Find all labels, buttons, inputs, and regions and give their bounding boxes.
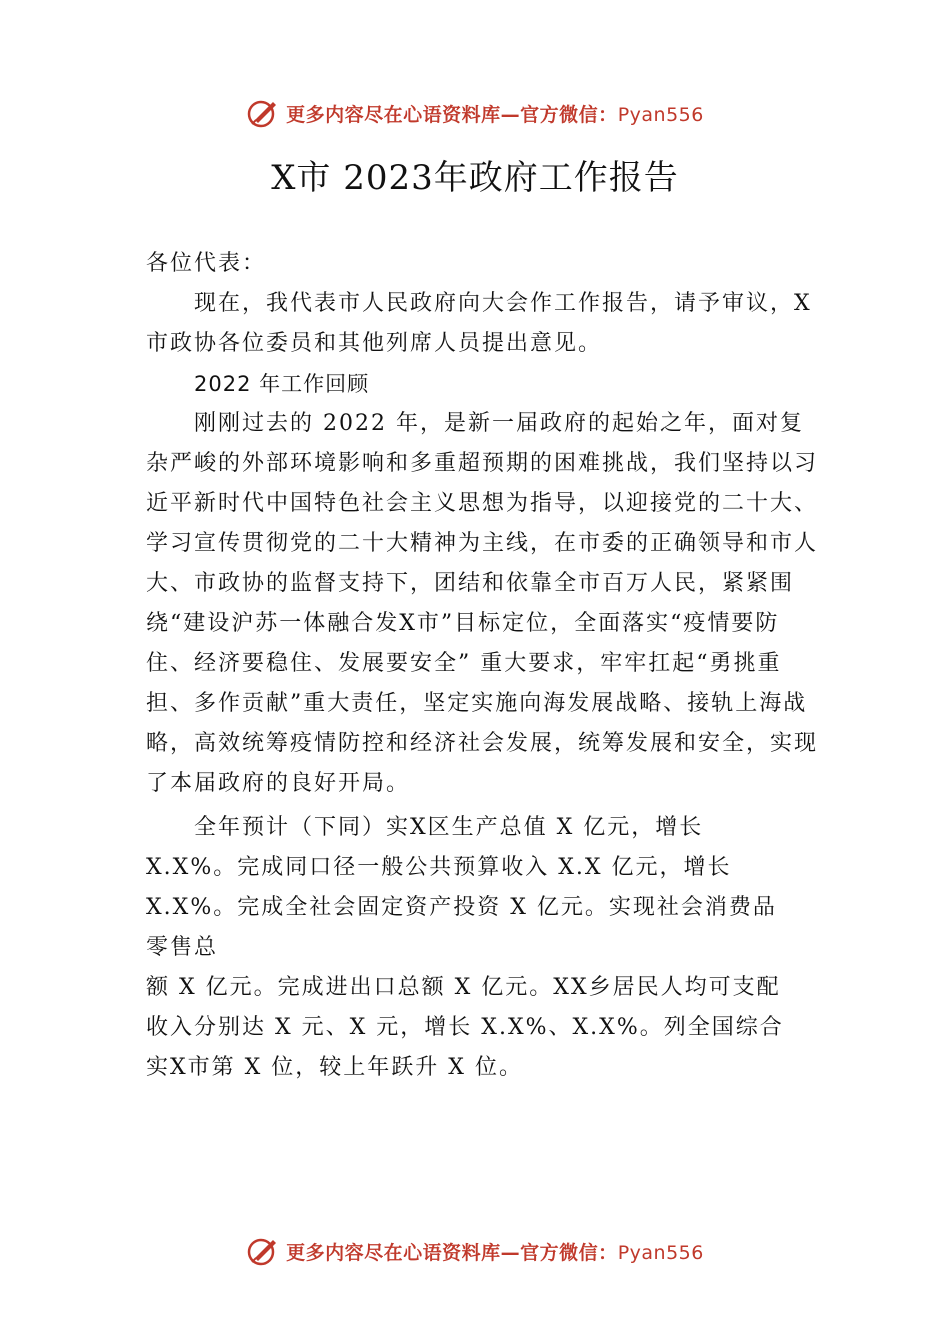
footer-watermark xyxy=(0,1234,950,1268)
stats-line-5: 额 X 亿元。完成进出口总额 X 亿元。XX乡居民人均可支配 xyxy=(146,975,781,1000)
stats-line-2: X.X%。完成同口径一般公共预算收入 X.X 亿元，增长 xyxy=(146,855,732,880)
salutation: 各位代表： xyxy=(146,251,267,276)
watermark-text: 更多内容尽在心语资料库—官方微信：Pyan556 xyxy=(286,1241,704,1264)
quill-logo-icon xyxy=(246,96,280,130)
stats-line-4: 零售总 xyxy=(146,935,219,960)
intro-paragraph: 现在，我代表市人民政府向大会作工作报告，请予审议，X市政协各位委员和其他列席人员提出意见。 xyxy=(146,291,812,356)
stats-line-1: 全年预计（下同）实X区生产总值 X 亿元，增长 xyxy=(194,815,704,840)
stats-line-6: 收入分别达 X 元、X 元，增长 X.X%、X.X%。列全国综合 xyxy=(146,1015,784,1040)
section-heading: 2022 年工作回顾 xyxy=(194,372,370,396)
stats-line-3: X.X%。完成全社会固定资产投资 X 亿元。实现社会消费品 xyxy=(146,895,777,920)
document-body xyxy=(146,244,818,1088)
watermark-text: 更多内容尽在心语资料库—官方微信：Pyan556 xyxy=(286,103,704,126)
review-paragraph: 刚刚过去的 2022 年，是新一届政府的起始之年，面对复杂严峻的外部环境影响和多重超预期的困难挑战，我们坚持以习近平新时代中国特色社会主义思想为指导，以迎接党的二十大、学习宣传贯彻党的二十大精神为主线，在市委的正确领导和市人大、市政协的监督支持下，团结和依靠全市百万人民，紧紧围绕“建设沪苏一体融合发X市”目标定位，全面落实“疫情要防住、经济要稳住、发展要安全” 重大要求，牢牢扛起“勇挑重担、多作贡献”重大责任，坚定实施向海发展战略、接轨上海战略，高效统筹疫情防控和经济社会发展，统筹发展和安全，实现了本届政府的良好开局。 xyxy=(146,411,819,796)
header-watermark xyxy=(0,96,950,130)
page-title: X市 2023年政府工作报告 xyxy=(271,158,679,198)
quill-logo-icon xyxy=(246,1234,280,1268)
stats-line-7: 实X市第 X 位，较上年跃升 X 位。 xyxy=(146,1055,523,1080)
